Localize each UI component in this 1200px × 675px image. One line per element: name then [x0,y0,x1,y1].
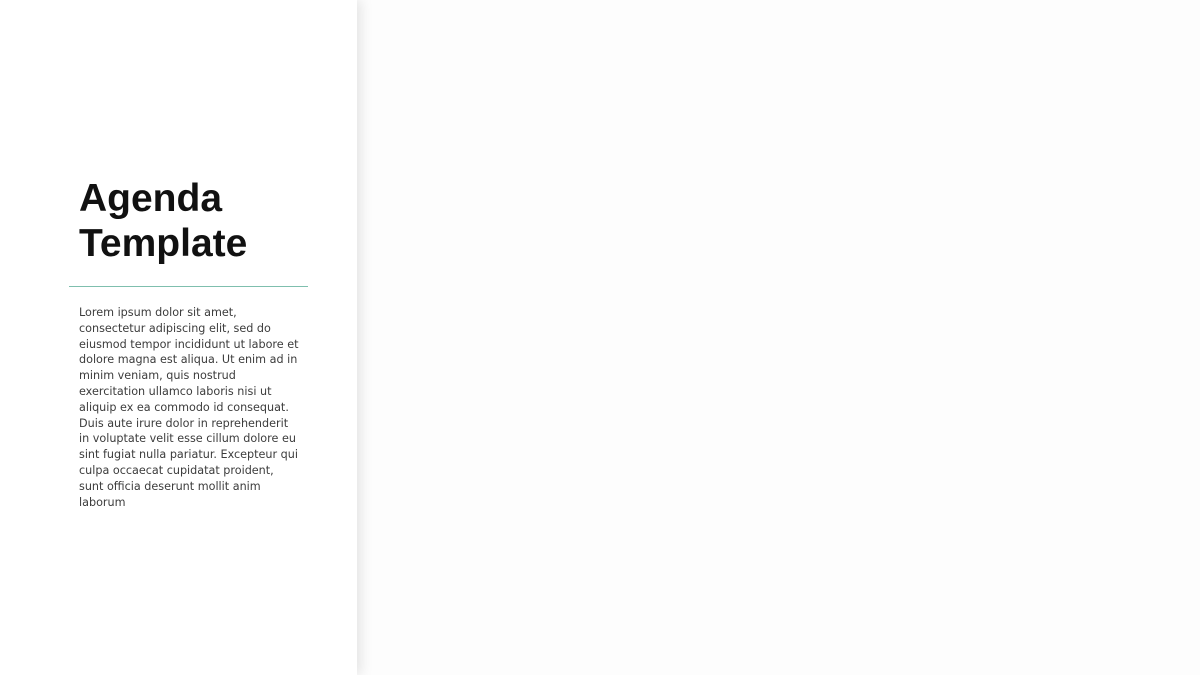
title-line-2: Template [79,222,248,265]
agenda-area [357,0,1200,675]
left-panel [0,0,357,675]
page-title [79,176,339,266]
title-divider [69,286,308,287]
intro-text: Lorem ipsum dolor sit amet, consectetur adipiscing elit, sed do eiusmod tempor incididunt ut labore et dolore magna est aliqua. Ut enim ad in minim veniam, quis nostrud exercitation ullamco laboris nisi ut aliquip ex ea commodo id consequat. Duis aute irure dolor in reprehenderit in voluptate velit esse cillum dolore eu sint fugiat nulla pariatur. Excepteur qui culpa occaecat cupidatat proident, sunt officia deserunt mollit anim laborum [79,306,299,509]
title-line-1: Agenda [79,177,223,220]
